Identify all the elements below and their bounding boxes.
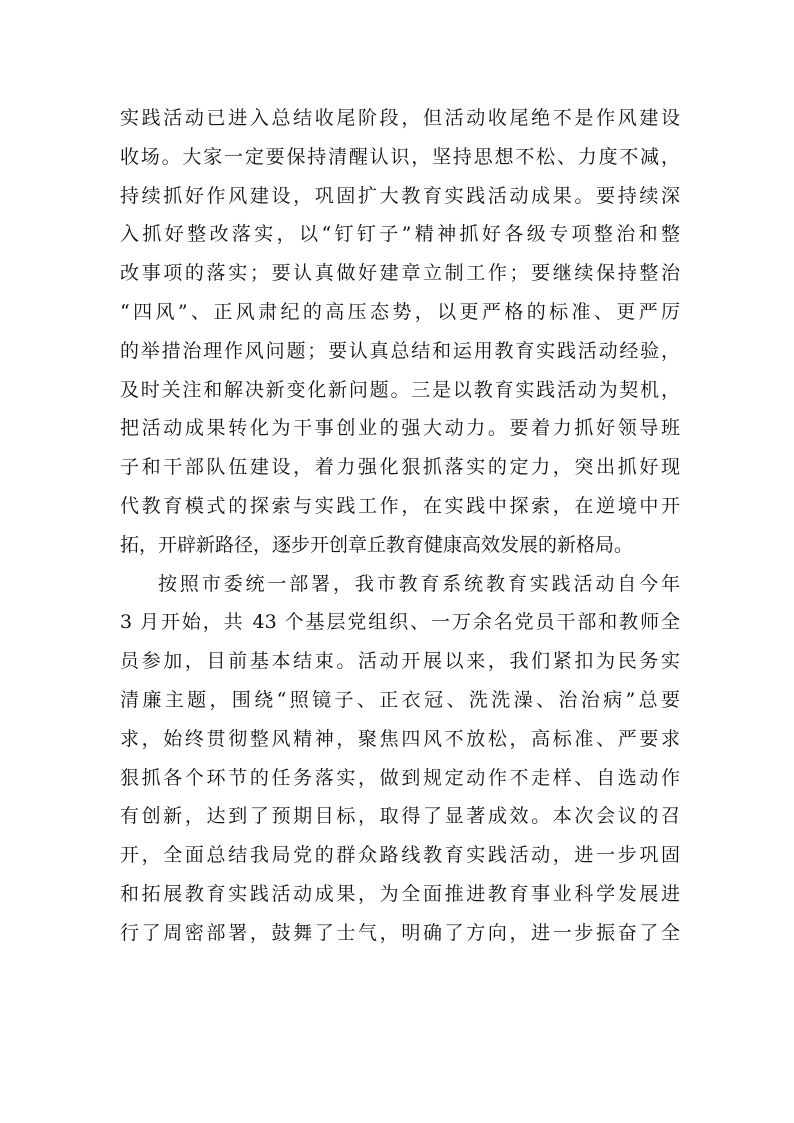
- text-line: 入抓好整改落实，以“钉钉子”精神抓好各级专项整治和整: [120, 223, 680, 246]
- text-line: 狠抓各个环节的任务落实，做到规定动作不走样、自选动作: [120, 766, 680, 789]
- text-line: 员参加，目前基本结束。活动开展以来，我们紧扣为民务实: [120, 650, 680, 673]
- text-line: 把活动成果转化为干事创业的强大动力。要着力抓好领导班: [120, 417, 680, 440]
- paragraph-1: [120, 99, 680, 565]
- text-line: 求，始终贯彻整风精神，聚焦四风不放松，高标准、严要求: [120, 727, 680, 750]
- text-line: 子和干部队伍建设，着力强化狠抓落实的定力，突出抓好现: [120, 456, 680, 479]
- text-line: 改事项的落实；要认真做好建章立制工作；要继续保持整治: [120, 262, 680, 285]
- text-line: 有创新，达到了预期目标，取得了显著成效。本次会议的召: [120, 805, 680, 828]
- text-line: 和拓展教育实践活动成果，为全面推进教育事业科学发展进: [120, 882, 680, 905]
- text-line: 按照市委统一部署，我市教育系统教育实践活动自今年: [158, 572, 680, 595]
- text-line: 的举措治理作风问题；要认真总结和运用教育实践活动经验，: [120, 339, 680, 362]
- text-line: 开，全面总结我局党的群众路线教育实践活动，进一步巩固: [120, 844, 680, 867]
- text-line: 代教育模式的探索与实践工作，在实践中探索，在逆境中开: [120, 494, 680, 517]
- text-line: 收场。大家一定要保持清醒认识，坚持思想不松、力度不减，: [120, 145, 680, 168]
- text-line: 实践活动已进入总结收尾阶段，但活动收尾绝不是作风建设: [120, 107, 680, 129]
- text-line: 及时关注和解决新变化新问题。三是以教育实践活动为契机，: [120, 378, 680, 401]
- paragraph-2: [120, 565, 680, 953]
- text-line: 持续抓好作风建设，巩固扩大教育实践活动成果。要持续深: [120, 184, 680, 207]
- text-line: “四风”、正风肃纪的高压态势，以更严格的标准、更严厉: [120, 300, 680, 323]
- document-body: [120, 99, 680, 953]
- text-line: 行了周密部署，鼓舞了士气，明确了方向，进一步振奋了全: [120, 921, 680, 944]
- text-line: 拓，开辟新路径，逐步开创章丘教育健康高效发展的新格局。: [120, 533, 634, 556]
- text-line: 3 月开始，共 43 个基层党组织、一万余名党员干部和教师全: [120, 611, 680, 634]
- text-line: 清廉主题，围绕“照镜子、正衣冠、洗洗澡、治治病”总要: [120, 688, 680, 711]
